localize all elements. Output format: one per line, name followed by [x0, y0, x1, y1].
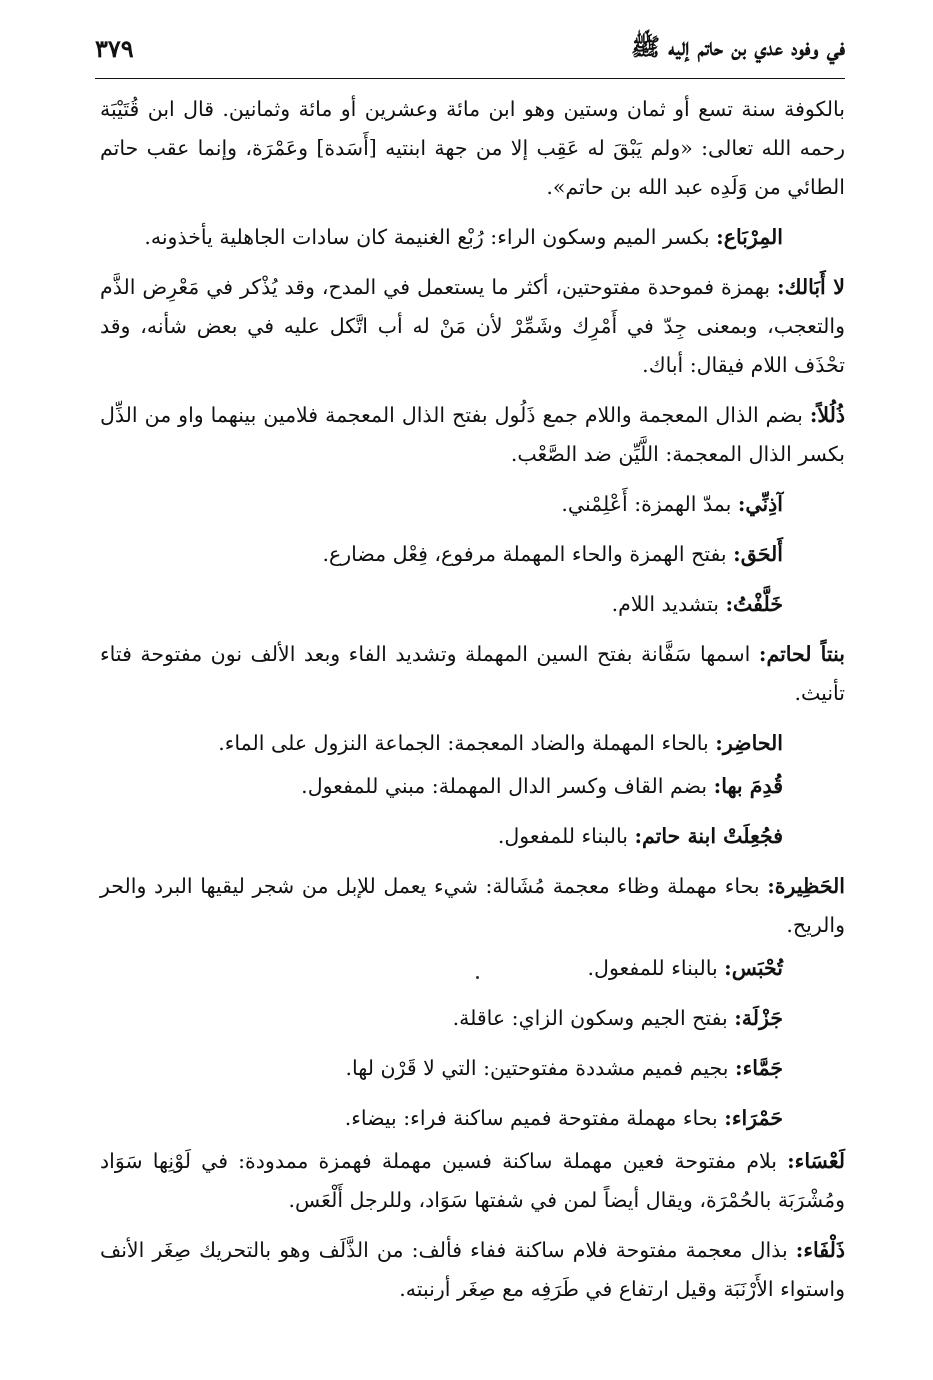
gloss-definition: بالحاء المهملة والضاد المعجمة: الجماعة النزول على الماء.	[218, 731, 716, 755]
gloss-headword: خَلَّفْتُ:	[725, 592, 783, 616]
gloss-definition: بجيم فميم مشددة مفتوحتين: التي لا قَرْن لها.	[345, 1056, 736, 1080]
print-speck	[476, 976, 479, 979]
gloss-headword: آذِنِّي:	[737, 492, 783, 516]
gloss-headword: فجُعِلَتْ ابنة حاتم:	[634, 824, 783, 848]
gloss-definition: بفتح الهمزة والحاء المهملة مرفوع، فِعْل مضارع.	[322, 542, 734, 566]
gloss-headword: ذَلْفَاء:	[795, 1238, 845, 1262]
page-number: ٣٧٩	[95, 34, 134, 63]
gloss-definition: بتشديد اللام.	[611, 592, 726, 616]
gloss-definition: بالبناء للمفعول.	[587, 956, 725, 980]
gloss-paragraph	[100, 867, 845, 945]
gloss-headword: أَلحَق:	[733, 542, 783, 566]
gloss-paragraph	[100, 1099, 845, 1138]
gloss-paragraph	[100, 90, 845, 207]
gloss-paragraph	[100, 535, 845, 574]
gloss-headword: تُحْبَس:	[724, 956, 783, 980]
gloss-headword: جَزْلَة:	[734, 1006, 783, 1030]
gloss-headword: حَمْرَاء:	[724, 1106, 783, 1130]
gloss-headword: لَعْسَاء:	[787, 1149, 845, 1173]
gloss-paragraph	[100, 396, 845, 474]
gloss-definition: اسمها سَفَّانة بفتح السين المهملة وتشديد الفاء وبعد الألف نون مفتوحة فتاء تأنيث.	[100, 642, 845, 705]
gloss-definition: بالبناء للمفعول.	[497, 824, 635, 848]
gloss-paragraph	[100, 724, 845, 763]
gloss-definition: بحاء مهملة مفتوحة فميم ساكنة فراء: بيضاء.	[344, 1106, 725, 1130]
page-body	[100, 90, 845, 1320]
gloss-paragraph	[100, 949, 845, 988]
gloss-paragraph	[100, 635, 845, 713]
page-header	[95, 26, 845, 79]
gloss-paragraph	[100, 767, 845, 806]
gloss-definition: بمدّ الهمزة: أَعْلِمْني.	[561, 492, 738, 516]
gloss-paragraph	[100, 585, 845, 624]
gloss-paragraph	[100, 817, 845, 856]
gloss-headword: الحَظِيرة:	[767, 874, 845, 898]
gloss-paragraph	[100, 485, 845, 524]
gloss-headword: قُدِمَ بها:	[713, 774, 783, 798]
gloss-headword: بنتاً لحاتم:	[758, 642, 845, 666]
gloss-paragraph	[100, 999, 845, 1038]
gloss-headword: المِرْبَاع:	[716, 225, 783, 249]
gloss-definition: بفتح الجيم وسكون الزاي: عاقلة.	[452, 1006, 735, 1030]
gloss-definition: بحاء مهملة وظاء معجمة مُشَالة: شيء يعمل للإبل من شجر ليقيها البرد والحر والريح.	[100, 874, 845, 937]
gloss-definition: بضم القاف وكسر الدال المهملة: مبني للمفعول.	[301, 774, 714, 798]
gloss-definition: بكسر الميم وسكون الراء: رُبْع الغنيمة كان سادات الجاهلية يأخذونه.	[144, 225, 717, 249]
gloss-headword: الحاضِر:	[715, 731, 783, 755]
gloss-definition: بالكوفة سنة تسع أو ثمان وستين وهو ابن مائة وعشرين أو مائة وثمانين. قال ابن قُتَيْبَة رحمه الله تعالى: «ولم يَبْقَ له عَقِب إلا من جهة ابنتيه [أَسَدة] وعَمْرَة، وإنما عقب حاتم الطائي من وَلَدِه عبد الله بن حاتم».	[100, 97, 845, 199]
gloss-headword: جَمَّاء:	[735, 1056, 783, 1080]
gloss-definition: بضم الذال المعجمة واللام جمع ذَلُول بفتح الذال المعجمة فلامين بينهما واو من الذِّل بكسر الذال المعجمة: اللَّيِّن ضد الصَّعْب.	[100, 403, 845, 466]
gloss-definition: بذال معجمة مفتوحة فلام ساكنة ففاء فألف: من الذَّلَف وهو بالتحريك صِغَر الأنف واستواء الأَرْنَبَة وقيل ارتفاع في طَرَفِه مع صِغَر أرنبته.	[100, 1238, 845, 1301]
gloss-paragraph	[100, 1049, 845, 1088]
running-title: في وفود عدي بن حاتم إليه ﷺ	[630, 32, 845, 61]
gloss-headword: ذُلُلاً:	[809, 403, 845, 427]
gloss-paragraph	[100, 218, 845, 257]
gloss-paragraph	[100, 268, 845, 385]
gloss-definition: بهمزة فموحدة مفتوحتين، أكثر ما يستعمل في المدح، وقد يُذْكر في مَعْرِض الذَّم والتعجب، وبمعنى جِدّ في أَمْرِك وشَمِّرْ لأن مَنْ له أب اتَّكل عليه في بعض شأنه، وقد تحْذَف اللام فيقال: أباك.	[100, 275, 845, 377]
gloss-paragraph	[100, 1142, 845, 1220]
gloss-headword: لا أَبَالك:	[777, 275, 845, 299]
gloss-paragraph	[100, 1231, 845, 1309]
gloss-definition: بلام مفتوحة فعين مهملة ساكنة فسين مهملة فهمزة ممدودة: في لَوْنِها سَوَاد ومُشْرَبَة بالحُمْرَة، ويقال أيضاً لمن في شفتها سَوَاد، وللرجل أَلْعَس.	[100, 1149, 845, 1212]
